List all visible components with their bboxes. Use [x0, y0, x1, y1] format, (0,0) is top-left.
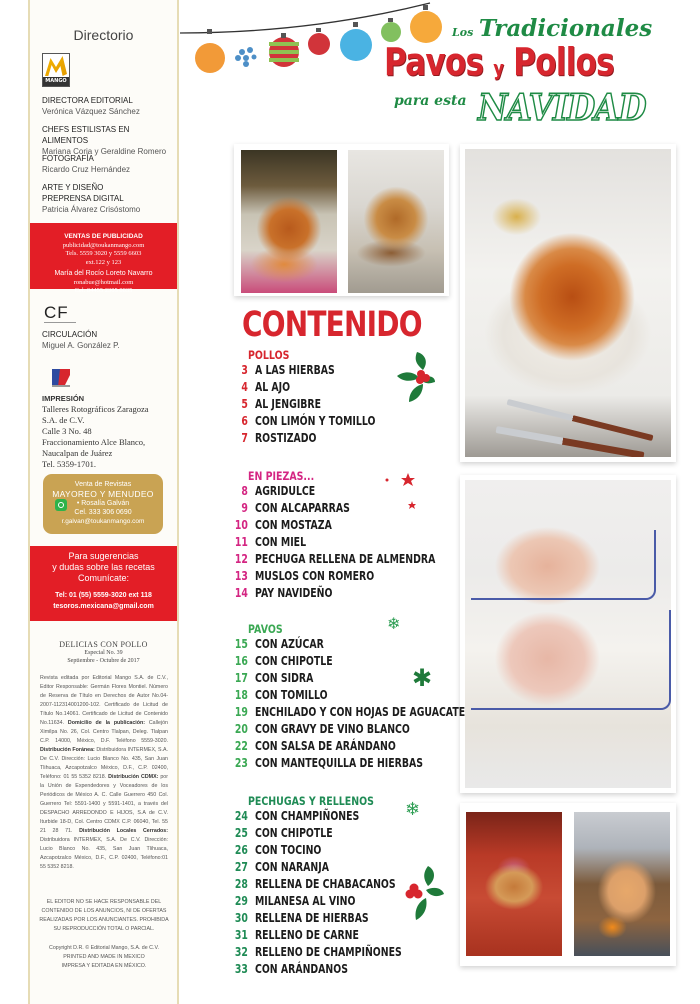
legal-notice — [40, 674, 168, 872]
suggestions-line2: y dudas sobre las recetas — [52, 562, 155, 572]
credit-role: ARTE Y DISEÑO — [42, 183, 104, 192]
section-heading: PECHUGAS Y RELLENOS — [248, 794, 374, 808]
ventas-rep-name: María del Rocío Loreto Navarro — [54, 270, 153, 277]
credit-role: DIRECTORA EDITORIAL — [42, 96, 133, 105]
toc-item[interactable] — [230, 484, 480, 501]
toc-item[interactable] — [230, 586, 480, 603]
credit-name: Patricia Álvarez Crisóstomo — [42, 205, 141, 214]
section-pechugas-rellenos — [230, 794, 550, 979]
title-los-tradicionales — [452, 15, 652, 42]
mango-logo-text: MANGO — [43, 77, 69, 86]
recipe-title: CON MANTEQUILLA DE HIERBAS — [254, 756, 423, 770]
whatsapp-contact — [43, 499, 163, 517]
printing-line: Tel. 5359-1701. — [42, 459, 96, 469]
page-number: 18 — [234, 688, 248, 702]
snowflake-icon: ❄ — [387, 616, 401, 633]
stars-icon — [378, 470, 423, 515]
publication-info — [30, 640, 177, 665]
toc-item[interactable] — [230, 945, 480, 962]
suggestions-tel: Tel: 01 (55) 5559-3020 ext 118 — [55, 592, 152, 599]
page-number: 33 — [234, 962, 248, 976]
page-number: 11 — [234, 535, 248, 549]
ornament-dotted — [235, 47, 257, 67]
ventas-rep-email[interactable]: ronabue@hotmail.com — [73, 278, 134, 286]
recipe-title: CON GRAVY DE VINO BLANCO — [254, 722, 410, 736]
snowflake-icon: ✱ — [412, 665, 433, 692]
copyright-line: PRINTED AND MADE IN MEXICO — [63, 954, 145, 960]
directory-title: Directorio — [73, 27, 134, 43]
toc-item[interactable] — [230, 518, 480, 535]
credit-name: Miguel A. González P. — [42, 341, 120, 350]
recipe-title: CON MOSTAZA — [254, 518, 332, 532]
recipe-title: RELLENA DE CHABACANOS — [254, 877, 396, 891]
page-number: 30 — [234, 911, 248, 925]
wholesale-line1: Venta de Revistas — [74, 481, 132, 488]
recipe-title: CON CHAMPIÑONES — [254, 809, 360, 823]
recipe-title: CON NARANJA — [254, 860, 329, 874]
page-number: 5 — [241, 397, 248, 411]
ornament-yellow — [410, 5, 442, 43]
legal-bold: Distribución CDMX: — [108, 774, 159, 780]
credit-role-secondary: PREPRENSA DIGITAL — [42, 194, 124, 203]
recipe-title: CON MIEL — [254, 535, 307, 549]
snowflake-icon: ❄ — [405, 799, 421, 819]
recipe-title: CON TOMILLO — [254, 688, 328, 702]
page-number: 16 — [234, 654, 248, 668]
legal-text: Distribuidora INTERMEX, S.A. De C.V. Dirección: Lucio Blanco No. 435, San Juan Tlihuaca, Azcapotzalco México, D.F., C.P. 02400, Teléfono: 01 55 5352 8218. — [40, 747, 168, 780]
title-pavos: Pavos — [384, 40, 484, 84]
ventas-heading: VENTAS DE PUBLICIDAD — [64, 233, 143, 240]
legal-text: Callejón Ximilpa No. 26, Col. Centro Tlalpan, Deleg. Tlalpan C.P. 14000, México, D.F. Teléfono 5559-3020. — [40, 720, 168, 744]
page-number: 31 — [234, 928, 248, 942]
recipe-title: MUSLOS CON ROMERO — [254, 569, 375, 583]
credit-name: Ricardo Cruz Hernández — [42, 165, 131, 174]
toc-item[interactable] — [230, 654, 480, 671]
printing-heading: IMPRESIÓN — [42, 394, 85, 403]
publication-title: DELICIAS CON POLLO — [59, 640, 148, 649]
legal-text: Distribuidora INTERMEX, S.A. De C.V. Dirección: Lucio Blanco No. 435, San Juan Tlihuaca, Azcapotzalco México, D.F., C.P. 02400, Teléfono:01 55 5352 8218. — [40, 837, 168, 870]
printing-line: Calle 3 No. 48 — [42, 426, 92, 436]
credit-name: Verónica Vázquez Sánchez — [42, 107, 140, 116]
recipe-title: RELLENO DE CHAMPIÑONES — [254, 945, 402, 959]
page-number: 20 — [234, 722, 248, 736]
credit-editorial-director — [42, 95, 140, 117]
recipe-title: AL JENGIBRE — [254, 397, 322, 411]
page-number: 24 — [234, 809, 248, 823]
toc-item[interactable] — [230, 843, 480, 860]
credit-photography — [42, 153, 130, 175]
page-number: 23 — [234, 756, 248, 770]
page-number: 6 — [241, 414, 248, 428]
page-number: 3 — [241, 363, 248, 377]
toc-item[interactable] — [230, 380, 480, 397]
page-number: 28 — [234, 877, 248, 891]
ventas-email[interactable]: publicidad@toukanmango.com — [62, 241, 145, 249]
credit-role: FOTOGRAFÍA — [42, 154, 94, 163]
cf-logo-underline — [44, 322, 76, 323]
page-number: 32 — [234, 945, 248, 959]
section-pollos — [230, 348, 550, 448]
credit-role: CHEFS ESTILISTAS EN ALIMENTOS — [42, 125, 130, 145]
wholesale-line2: MAYOREO Y MENUDEO — [52, 489, 154, 499]
toc-item[interactable] — [230, 671, 480, 688]
toc-item[interactable] — [230, 431, 480, 448]
page-number: 25 — [234, 826, 248, 840]
title-para-esta: para esta — [394, 93, 467, 109]
section-heading: POLLOS — [248, 348, 290, 362]
recipe-title: CON LIMÓN Y TOMILLO — [254, 414, 376, 428]
printing-info — [42, 393, 149, 470]
legal-bold: Domicilio de la publicación: — [67, 720, 146, 726]
page-number: 7 — [241, 431, 248, 445]
legal-bold: Distribución Locales Cerrados: — [79, 828, 169, 834]
publication-issue: Especial No. 39 — [84, 650, 123, 656]
legal-text: por la Unión de Expendedores y Voceadores de los Periódicos de México A. C. Calle Guerrero 450 Col. Guerrero Tel: 5591-1400 y 5591-1401, a través del DESPACHO ARREDONDO E HIJOS, S.A de C.V. Iturbide 18-D, Col. Centro CDMX C.P. 06040, Tel. 55 21 28 71. — [40, 774, 168, 834]
recipe-title: CON CHIPOTLE — [254, 826, 333, 840]
recipe-title: AGRIDULCE — [254, 484, 316, 498]
ornament-striped — [269, 33, 299, 67]
whatsapp-icon — [55, 499, 67, 511]
ventas-tels: Tels. 5559 3020 y 5559 6603 — [65, 250, 142, 257]
page-number: 29 — [234, 894, 248, 908]
holly-icon — [402, 864, 444, 922]
toc-item[interactable] — [230, 569, 480, 586]
mango-logo-mark-icon — [45, 56, 67, 76]
page-number: 15 — [234, 637, 248, 651]
toc-item[interactable] — [230, 397, 480, 414]
toc-item[interactable] — [230, 414, 480, 431]
toc-item[interactable] — [230, 809, 480, 826]
publication-date: Septiembre - Octubre de 2017 — [67, 658, 140, 664]
cf-logo: CF — [44, 303, 69, 322]
ornament-green — [381, 18, 401, 42]
toc-item[interactable] — [230, 962, 480, 979]
recipe-title: CON SIDRA — [254, 671, 314, 685]
toc-item[interactable] — [230, 756, 480, 773]
wholesale-sales-box — [43, 474, 163, 534]
page-number: 13 — [234, 569, 248, 583]
toc-item[interactable] — [230, 637, 480, 654]
toc-item[interactable] — [230, 928, 480, 945]
recipe-title: CON ALCAPARRAS — [254, 501, 350, 515]
title-los: Los — [452, 26, 474, 39]
printer-logo-icon — [50, 367, 72, 389]
sliced-turkey-orange-photo — [574, 812, 670, 956]
toc-item[interactable] — [230, 535, 480, 552]
section-pavos — [230, 622, 550, 773]
section-heading: EN PIEZAS... — [248, 469, 315, 483]
ventas-ext: ext.122 y 123 — [85, 258, 122, 266]
disclaimer: EL EDITOR NO SE HACE RESPONSABLE DEL CONTENIDO DE LOS ANUNCIOS, NI DE OFERTAS REALIZADAS POR LOS ANUNCIANTES. PROHIBIDA SU REPRODUCCIÓN TOTAL O PARCIAL. — [39, 899, 169, 932]
toc-item[interactable] — [230, 826, 480, 843]
suggestions-line3: Comunícate: — [77, 573, 130, 583]
toc-item[interactable] — [230, 722, 480, 739]
toc-item[interactable] — [230, 688, 480, 705]
page-number: 17 — [234, 671, 248, 685]
advertising-sales-box — [30, 223, 177, 294]
ornament-red — [308, 28, 330, 55]
title-y: y — [493, 56, 504, 80]
page-number: 26 — [234, 843, 248, 857]
title-tradicionales: Tradicionales — [478, 15, 653, 42]
toc-item[interactable] — [230, 739, 480, 756]
toc-item[interactable] — [230, 705, 480, 722]
holly-icon — [395, 348, 437, 408]
mango-publisher-logo — [42, 53, 70, 87]
recipe-title: A LAS HIERBAS — [254, 363, 335, 377]
printing-line: Fraccionamiento Alce Blanco, — [42, 437, 146, 447]
toc-item[interactable] — [230, 363, 480, 380]
ventas-rep-cel: Cel. 04455 2305 8035 — [74, 287, 133, 294]
printing-line: Naucalpan de Juárez — [42, 448, 113, 458]
roast-chicken-board-photo — [348, 150, 444, 293]
page-number: 10 — [234, 518, 248, 532]
legal-text: Revista editada por Editorial Mango S.A. de C.V., Editor Responsable: Germán Flores Montiel. Número de Reserva de Título en Derechos de Autor No.04-2007-112314001200-102. Certificado de Licitud de Título No.14061. Certificado de Licitud de Contenido No.11634. — [40, 675, 168, 726]
wholesale-email[interactable]: r.galvan@toukanmango.com — [61, 518, 145, 525]
directory-sidebar — [28, 0, 179, 1004]
recipe-title: PECHUGA RELLENA DE ALMENDRA — [254, 552, 436, 566]
photo-frame-top — [234, 144, 449, 296]
page-number: 8 — [241, 484, 248, 498]
credit-role: CIRCULACIÓN — [42, 330, 98, 339]
page-number: 27 — [234, 860, 248, 874]
page-number: 22 — [234, 739, 248, 753]
printing-line: Talleres Rotográficos Zaragoza — [42, 404, 149, 414]
recipe-title: AL AJO — [254, 380, 291, 394]
page-number: 19 — [234, 705, 248, 719]
section-heading: PAVOS — [248, 622, 283, 636]
recipe-title: CON AZÚCAR — [254, 637, 324, 651]
recipe-title: RELLENA DE HIERBAS — [254, 911, 369, 925]
credit-circulation — [42, 329, 120, 351]
recipe-title: CON SALSA DE ARÁNDANO — [254, 739, 396, 753]
ornament-orange — [195, 29, 225, 73]
ornament-blue — [340, 22, 372, 61]
recipe-title: ROSTIZADO — [254, 431, 317, 445]
credit-name: Mariana Coria y Geraldine Romero — [42, 147, 167, 156]
recipe-title: RELLENO DE CARNE — [254, 928, 359, 942]
recipe-title: CON ARÁNDANOS — [254, 962, 348, 976]
title-pollos: Pollos — [513, 40, 614, 84]
title-pavos-pollos — [384, 40, 614, 84]
toc-item[interactable] — [230, 552, 480, 569]
copyright-line: Copyright D.R. © Editorial Mango, S.A. de C.V. — [49, 945, 159, 951]
suggestions-line1: Para sugerencias — [68, 551, 139, 561]
contents-title: CONTENIDO — [242, 305, 422, 345]
wholesale-cel: Cel. 333 306 0690 — [74, 509, 132, 516]
legal-bold: Distribución Foránea: — [40, 747, 95, 753]
page-number: 12 — [234, 552, 248, 566]
printing-line: S.A. de C.V. — [42, 415, 85, 425]
page-number: 9 — [241, 501, 248, 515]
recipe-title: CON TOCINO — [254, 843, 322, 857]
wholesale-contact: • Rosalía Galván — [76, 500, 130, 507]
toc-item[interactable] — [230, 501, 480, 518]
page-number: 14 — [234, 586, 248, 600]
recipe-title: ENCHILADO Y CON HOJAS DE AGUACATE — [254, 705, 466, 719]
copyright-line: IMPRESA Y EDITADA EN MÉXICO. — [61, 963, 147, 969]
page-number: 4 — [241, 380, 248, 394]
roast-chicken-carrots-photo — [241, 150, 337, 293]
copyright — [38, 944, 170, 971]
recipe-title: PAY NAVIDEÑO — [254, 586, 333, 600]
title-navidad: NAVIDAD — [478, 87, 646, 129]
suggestions-box — [30, 546, 177, 621]
recipe-title: CON CHIPOTLE — [254, 654, 333, 668]
suggestions-email[interactable]: tesoros.mexicana@gmail.com — [53, 603, 154, 610]
recipe-title: MILANESA AL VINO — [254, 894, 356, 908]
credit-art-design — [42, 182, 140, 215]
